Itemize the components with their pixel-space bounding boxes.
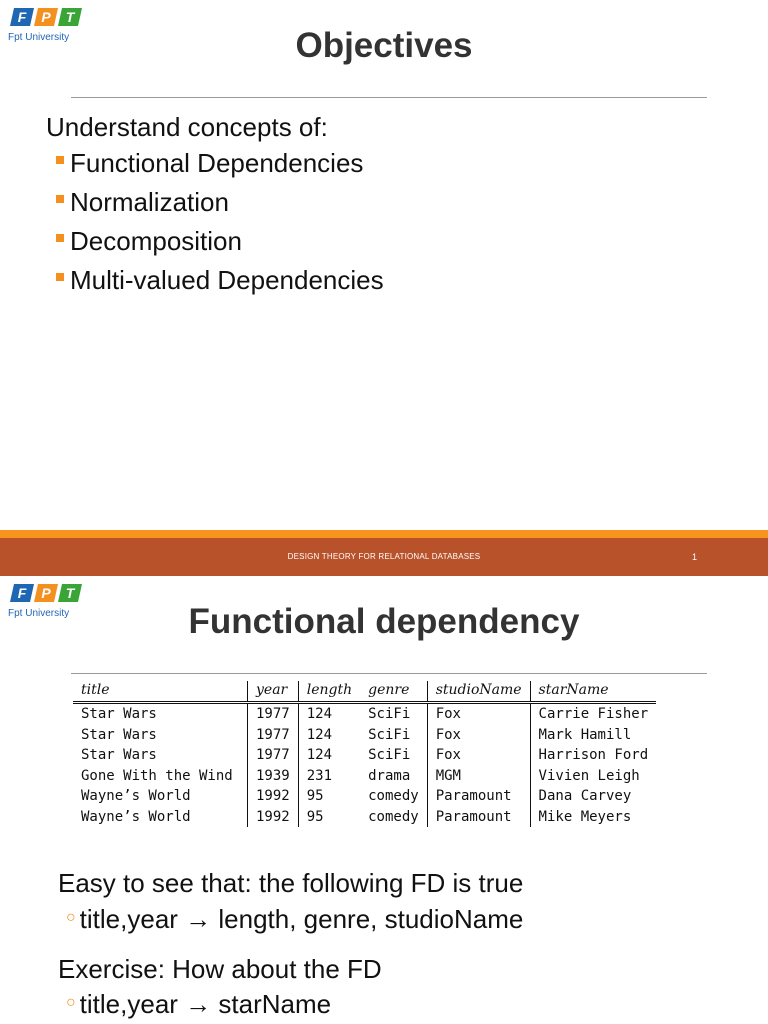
table-cell: 95 xyxy=(298,786,360,807)
footer-stripe xyxy=(0,530,768,538)
table-row xyxy=(73,703,656,725)
ring-bullet-icon: ○ xyxy=(66,994,76,1011)
logo-letter-p: P xyxy=(41,9,51,25)
table-cell: comedy xyxy=(368,808,419,825)
list-item-label: Normalization xyxy=(70,187,229,217)
fpt-logo-tiles-icon xyxy=(10,582,84,604)
title-divider xyxy=(71,97,707,98)
table-cell: 231 xyxy=(298,766,360,787)
logo-letter-f: F xyxy=(17,585,27,601)
table-cell: Vivien Leigh xyxy=(530,766,656,787)
table-cell: 1977 xyxy=(248,745,299,766)
fd-example-2-text: title,year → starName xyxy=(79,989,332,1019)
list-item-label: Multi-valued Dependencies xyxy=(70,265,384,295)
table-cell: Star Wars xyxy=(81,726,157,743)
bullet-square-icon xyxy=(56,156,64,164)
list-item-label: Functional Dependencies xyxy=(70,148,364,178)
exercise-statement: Exercise: How about the FD xyxy=(58,954,382,984)
table-cell: Harrison Ford xyxy=(530,745,656,766)
column-header: studioName xyxy=(427,681,530,703)
objectives-list xyxy=(56,148,384,304)
table-cell: Star Wars xyxy=(81,706,157,722)
table-cell: SciFi xyxy=(368,747,411,763)
title-divider xyxy=(71,673,707,674)
table-row xyxy=(73,807,656,828)
column-header: length xyxy=(298,681,360,703)
footer-text: DESIGN THEORY FOR RELATIONAL DATABASES xyxy=(287,552,481,561)
list-item xyxy=(56,226,384,265)
table-cell: Fox xyxy=(427,745,530,766)
list-item-label: Decomposition xyxy=(70,226,242,256)
table-cell: 124 xyxy=(298,725,360,746)
table-cell: SciFi xyxy=(368,706,411,722)
table-row xyxy=(73,745,656,766)
page-number: 1 xyxy=(692,552,698,562)
table-row xyxy=(73,786,656,807)
table-cell: 1939 xyxy=(248,766,299,787)
list-item xyxy=(56,265,384,304)
movies-table xyxy=(73,681,656,827)
table-header-row xyxy=(73,681,656,703)
table-cell: Mike Meyers xyxy=(530,807,656,828)
table-row xyxy=(73,725,656,746)
table-cell: Fox xyxy=(427,703,530,725)
column-header: year xyxy=(248,681,299,703)
fd-example-1 xyxy=(66,904,523,935)
table-cell: MGM xyxy=(427,766,530,787)
bullet-square-icon xyxy=(56,273,64,281)
column-header: genre xyxy=(360,681,427,703)
table-cell: 124 xyxy=(298,703,360,725)
logo-text: Fpt University xyxy=(8,608,70,619)
table-cell: Carrie Fisher xyxy=(530,703,656,725)
slide-functional-dependency xyxy=(0,576,768,1024)
bullet-square-icon xyxy=(56,234,64,242)
table-cell: Mark Hamill xyxy=(530,725,656,746)
logo-letter-p: P xyxy=(41,585,51,601)
logo-letter-f: F xyxy=(17,9,27,25)
column-header: title xyxy=(73,681,248,703)
table-cell: Wayne’s World xyxy=(81,808,191,825)
table-cell: 1977 xyxy=(248,703,299,725)
table-cell: Paramount xyxy=(427,807,530,828)
table-row xyxy=(73,766,656,787)
table-cell: Star Wars xyxy=(81,747,157,763)
table-cell: comedy xyxy=(368,788,419,804)
column-header: starName xyxy=(530,681,656,703)
slide-title: Objectives xyxy=(295,26,473,65)
list-item xyxy=(56,148,384,187)
logo-letter-t: T xyxy=(65,9,75,25)
fd-example-1-text: title,year → length, genre, studioName xyxy=(79,904,524,934)
logo-letter-t: T xyxy=(65,585,75,601)
table-cell: Fox xyxy=(427,725,530,746)
ring-bullet-icon: ○ xyxy=(66,909,76,926)
table-cell: Dana Carvey xyxy=(530,786,656,807)
table-cell: drama xyxy=(368,767,411,784)
table-cell: 1992 xyxy=(248,786,299,807)
table-cell: 95 xyxy=(298,807,360,828)
table-cell: SciFi xyxy=(368,726,411,743)
logo-text: Fpt University xyxy=(8,32,70,43)
table-cell: Wayne’s World xyxy=(81,788,191,804)
fd-statement: Easy to see that: the following FD is true xyxy=(58,868,524,898)
table-cell: Paramount xyxy=(427,786,530,807)
table-cell: 1992 xyxy=(248,807,299,828)
table-cell: 1977 xyxy=(248,725,299,746)
bullet-square-icon xyxy=(56,195,64,203)
fpt-logo-tiles-icon xyxy=(10,6,84,28)
slide-footer xyxy=(0,530,768,576)
fd-example-2 xyxy=(66,989,331,1020)
table-cell: 124 xyxy=(298,745,360,766)
slide-title: Functional dependency xyxy=(188,602,580,641)
table-cell: Gone With the Wind xyxy=(81,767,233,784)
intro-text: Understand concepts of: xyxy=(46,112,328,142)
list-item xyxy=(56,187,384,226)
